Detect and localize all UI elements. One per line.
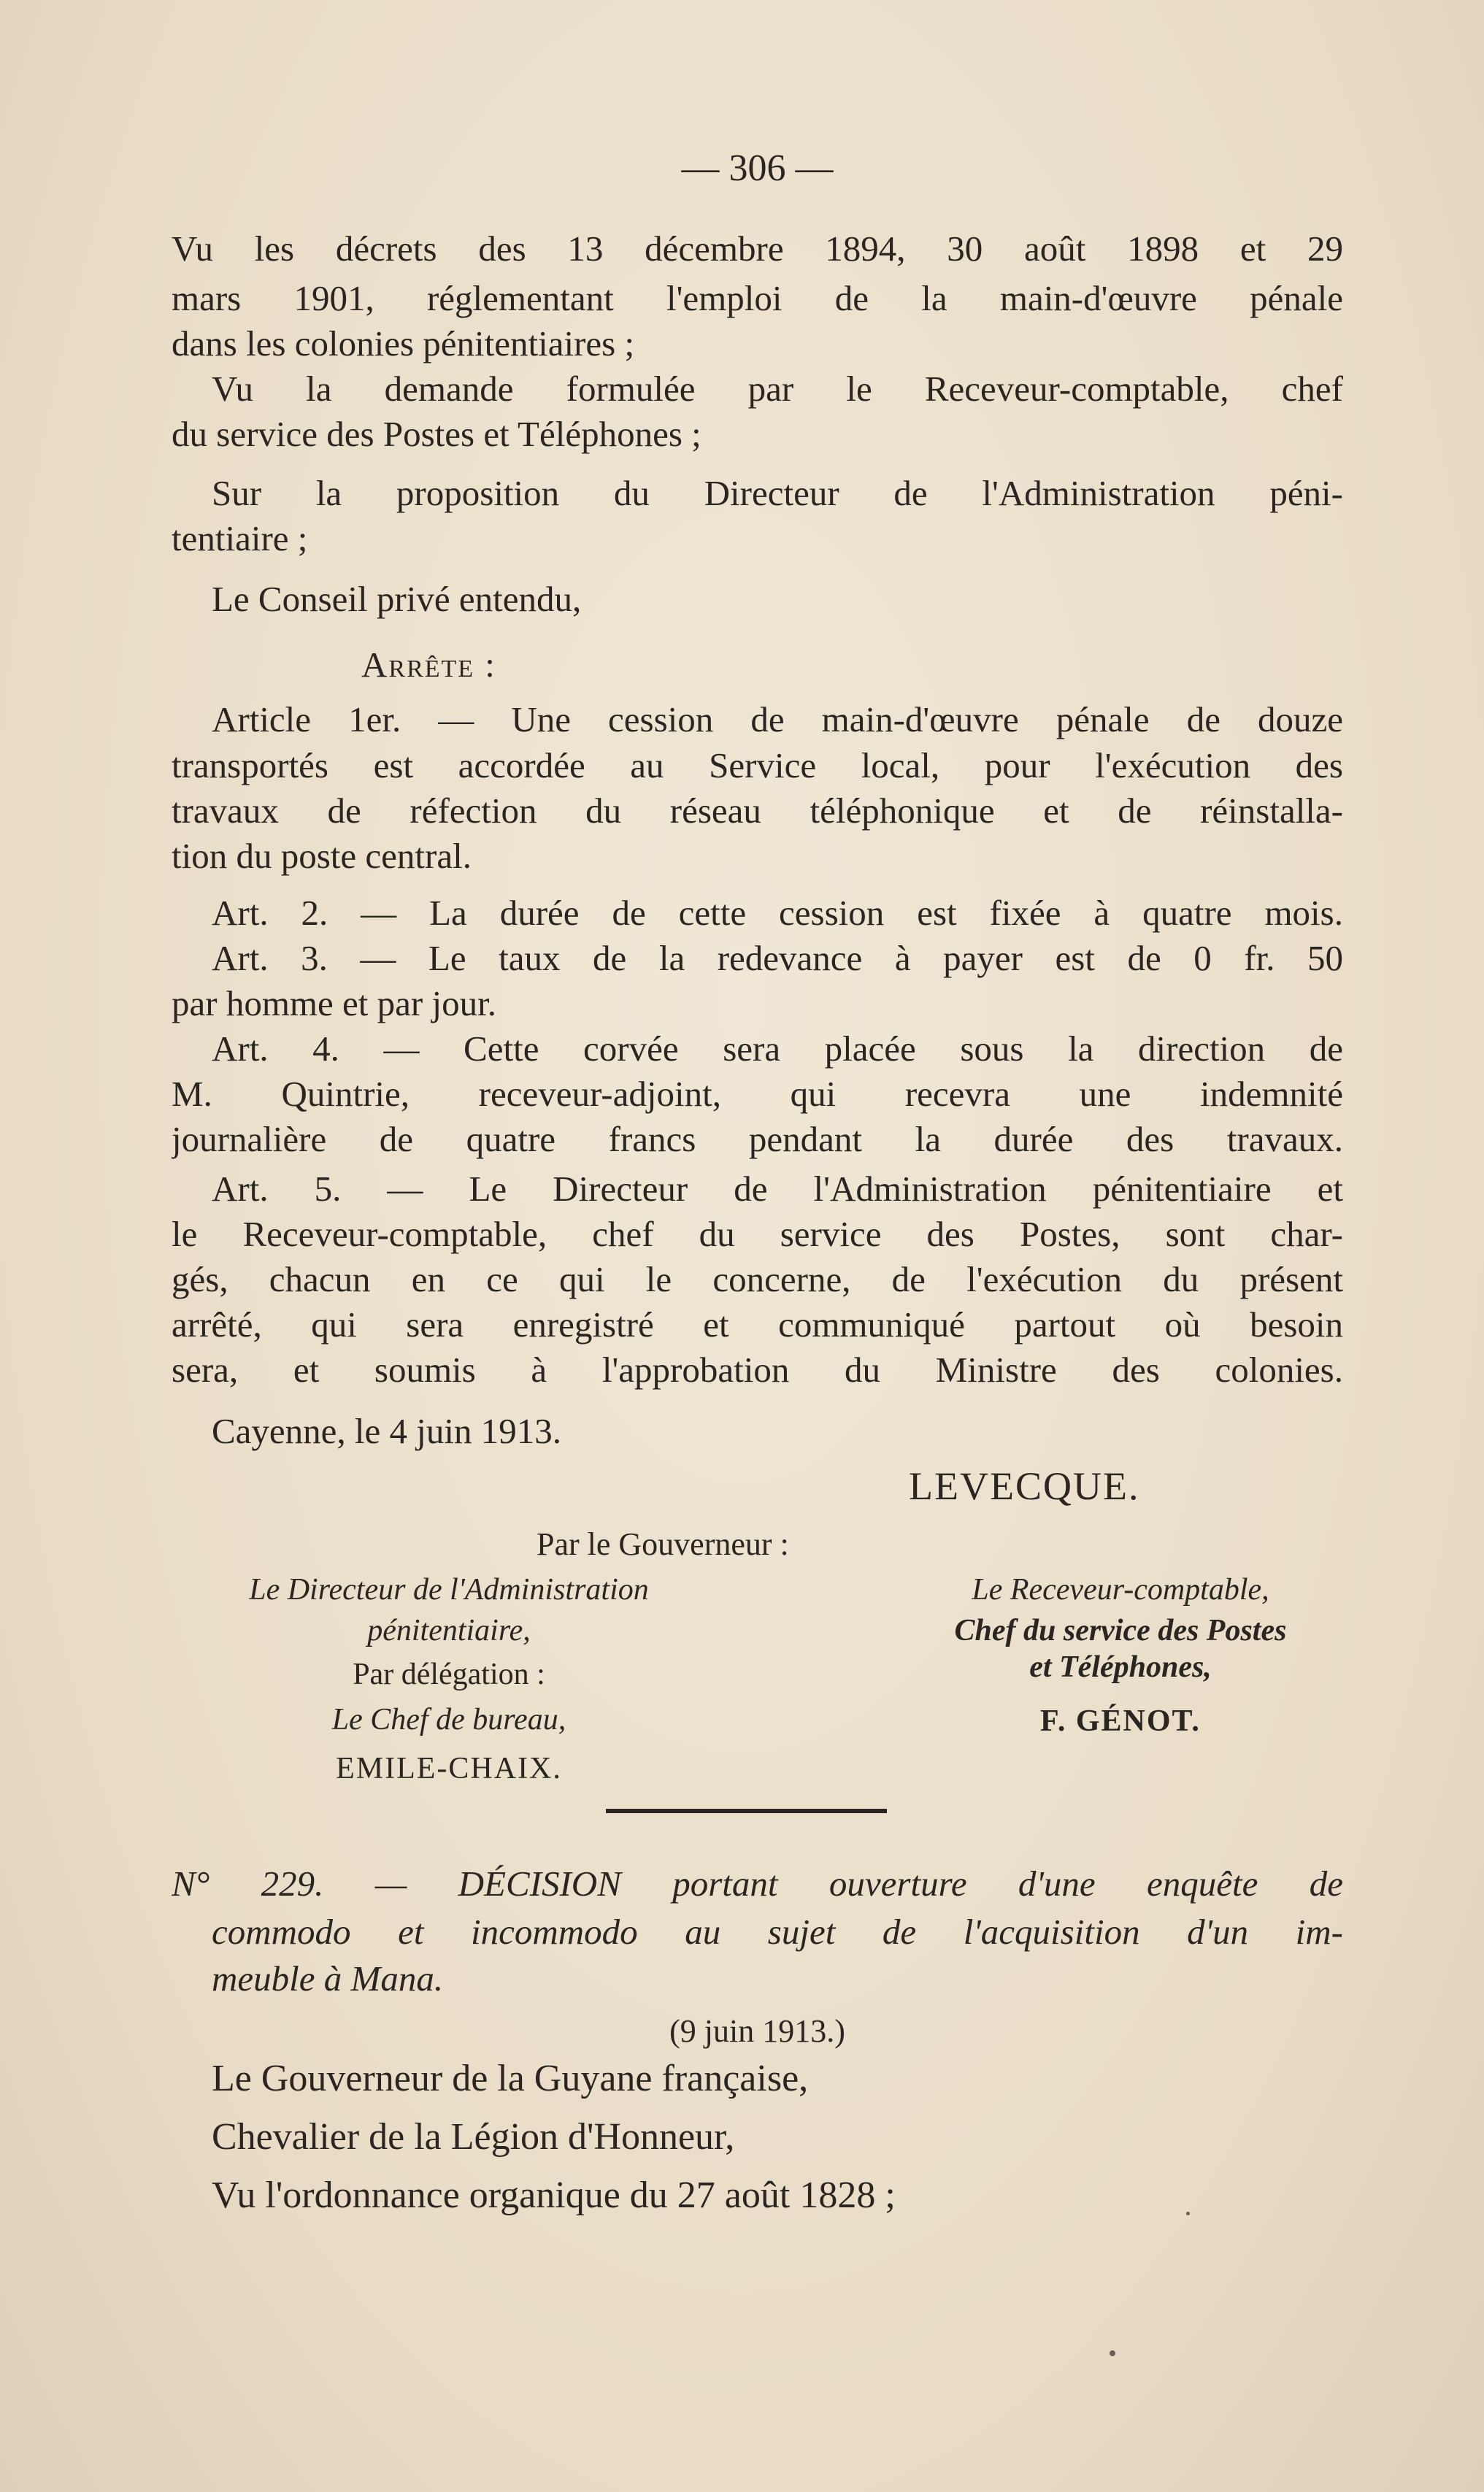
decision-body: Chevalier de la Légion d'Honneur, [212,2116,735,2158]
place-date: Cayenne, le 4 juin 1913. [212,1411,562,1451]
text-line: Vu la demande formulée par le Receveur-comptable, chef [212,369,1343,409]
decision-heading: N° 229. — DÉCISION portant ouverture d'une enquête de [172,1864,1343,1904]
article-line: Art. 2. — La durée de cette cession est fixée à quatre mois. [212,893,1343,933]
section-divider [606,1809,887,1813]
left-sig-title: pénitentiaire, [367,1614,531,1647]
decision-date: (9 juin 1913.) [669,2013,845,2049]
article-line: le Receveur-comptable, chef du service des Postes, sont char- [172,1214,1343,1254]
right-sig-title: et Téléphones, [1029,1650,1212,1684]
article-line: arrêté, qui sera enregistré et communiqué partout où besoin [172,1304,1343,1345]
right-sig-title: Le Receveur-comptable, [972,1573,1269,1607]
decision-body: Le Gouverneur de la Guyane française, [212,2058,809,2099]
decision-heading: meuble à Mana. [212,1958,444,1999]
text-line: tentiaire ; [172,518,308,558]
par-le-gouverneur: Par le Gouverneur : [537,1526,789,1562]
article-line: gés, chacun en ce qui le concerne, de l'exécution du présent [172,1259,1343,1299]
left-sig-name: EMILE-CHAIX. [336,1752,562,1785]
left-sig-title: Le Directeur de l'Administration [249,1573,649,1607]
article-line: journalière de quatre francs pendant la durée des travaux. [172,1119,1343,1159]
arrete-heading: Arrête : [361,645,496,685]
article-line: tion du poste central. [172,836,472,876]
text-line: Le Conseil privé entendu, [212,579,582,619]
article-line: M. Quintrie, receveur-adjoint, qui recevra une indemnité [172,1074,1343,1114]
article-line: par homme et par jour. [172,983,496,1023]
left-sig-delegation: Par délégation : [353,1658,545,1691]
article-line: transportés est accordée au Service local, pour l'exécution des [172,745,1343,785]
left-sig-chef: Le Chef de bureau, [331,1703,566,1737]
text-line: Vu les décrets des 13 décembre 1894, 30 août 1898 et 29 [172,228,1343,269]
paper-speck [1186,2212,1190,2215]
decision-heading: commodo et incommodo au sujet de l'acquisition d'un im- [212,1912,1343,1952]
article-line: sera, et soumis à l'approbation du Ministre des colonies. [172,1350,1343,1390]
right-sig-title: Chef du service des Postes [954,1614,1287,1647]
paper-speck [1110,2350,1115,2356]
text-line: Sur la proposition du Directeur de l'Administration péni- [212,473,1343,513]
text-line: du service des Postes et Téléphones ; [172,414,701,454]
article-line: Art. 5. — Le Directeur de l'Administration pénitentiaire et [212,1169,1343,1209]
article-line: travaux de réfection du réseau téléphonique et de réinstalla- [172,791,1343,831]
text-line: mars 1901, réglementant l'emploi de la main-d'œuvre pénale [172,278,1343,318]
article-line: Art. 3. — Le taux de la redevance à payer est de 0 fr. 50 [212,938,1343,978]
governor-signature: LEVECQUE. [909,1464,1140,1508]
decision-body: Vu l'ordonnance organique du 27 août 1828 ; [212,2174,896,2216]
right-sig-name: F. GÉNOT. [1040,1704,1201,1738]
page-number: — 306 — [681,147,834,189]
article-line: Article 1er. — Une cession de main-d'œuvre pénale de douze [212,699,1343,739]
article-line: Art. 4. — Cette corvée sera placée sous la direction de [212,1028,1343,1069]
text-line: dans les colonies pénitentiaires ; [172,323,635,364]
